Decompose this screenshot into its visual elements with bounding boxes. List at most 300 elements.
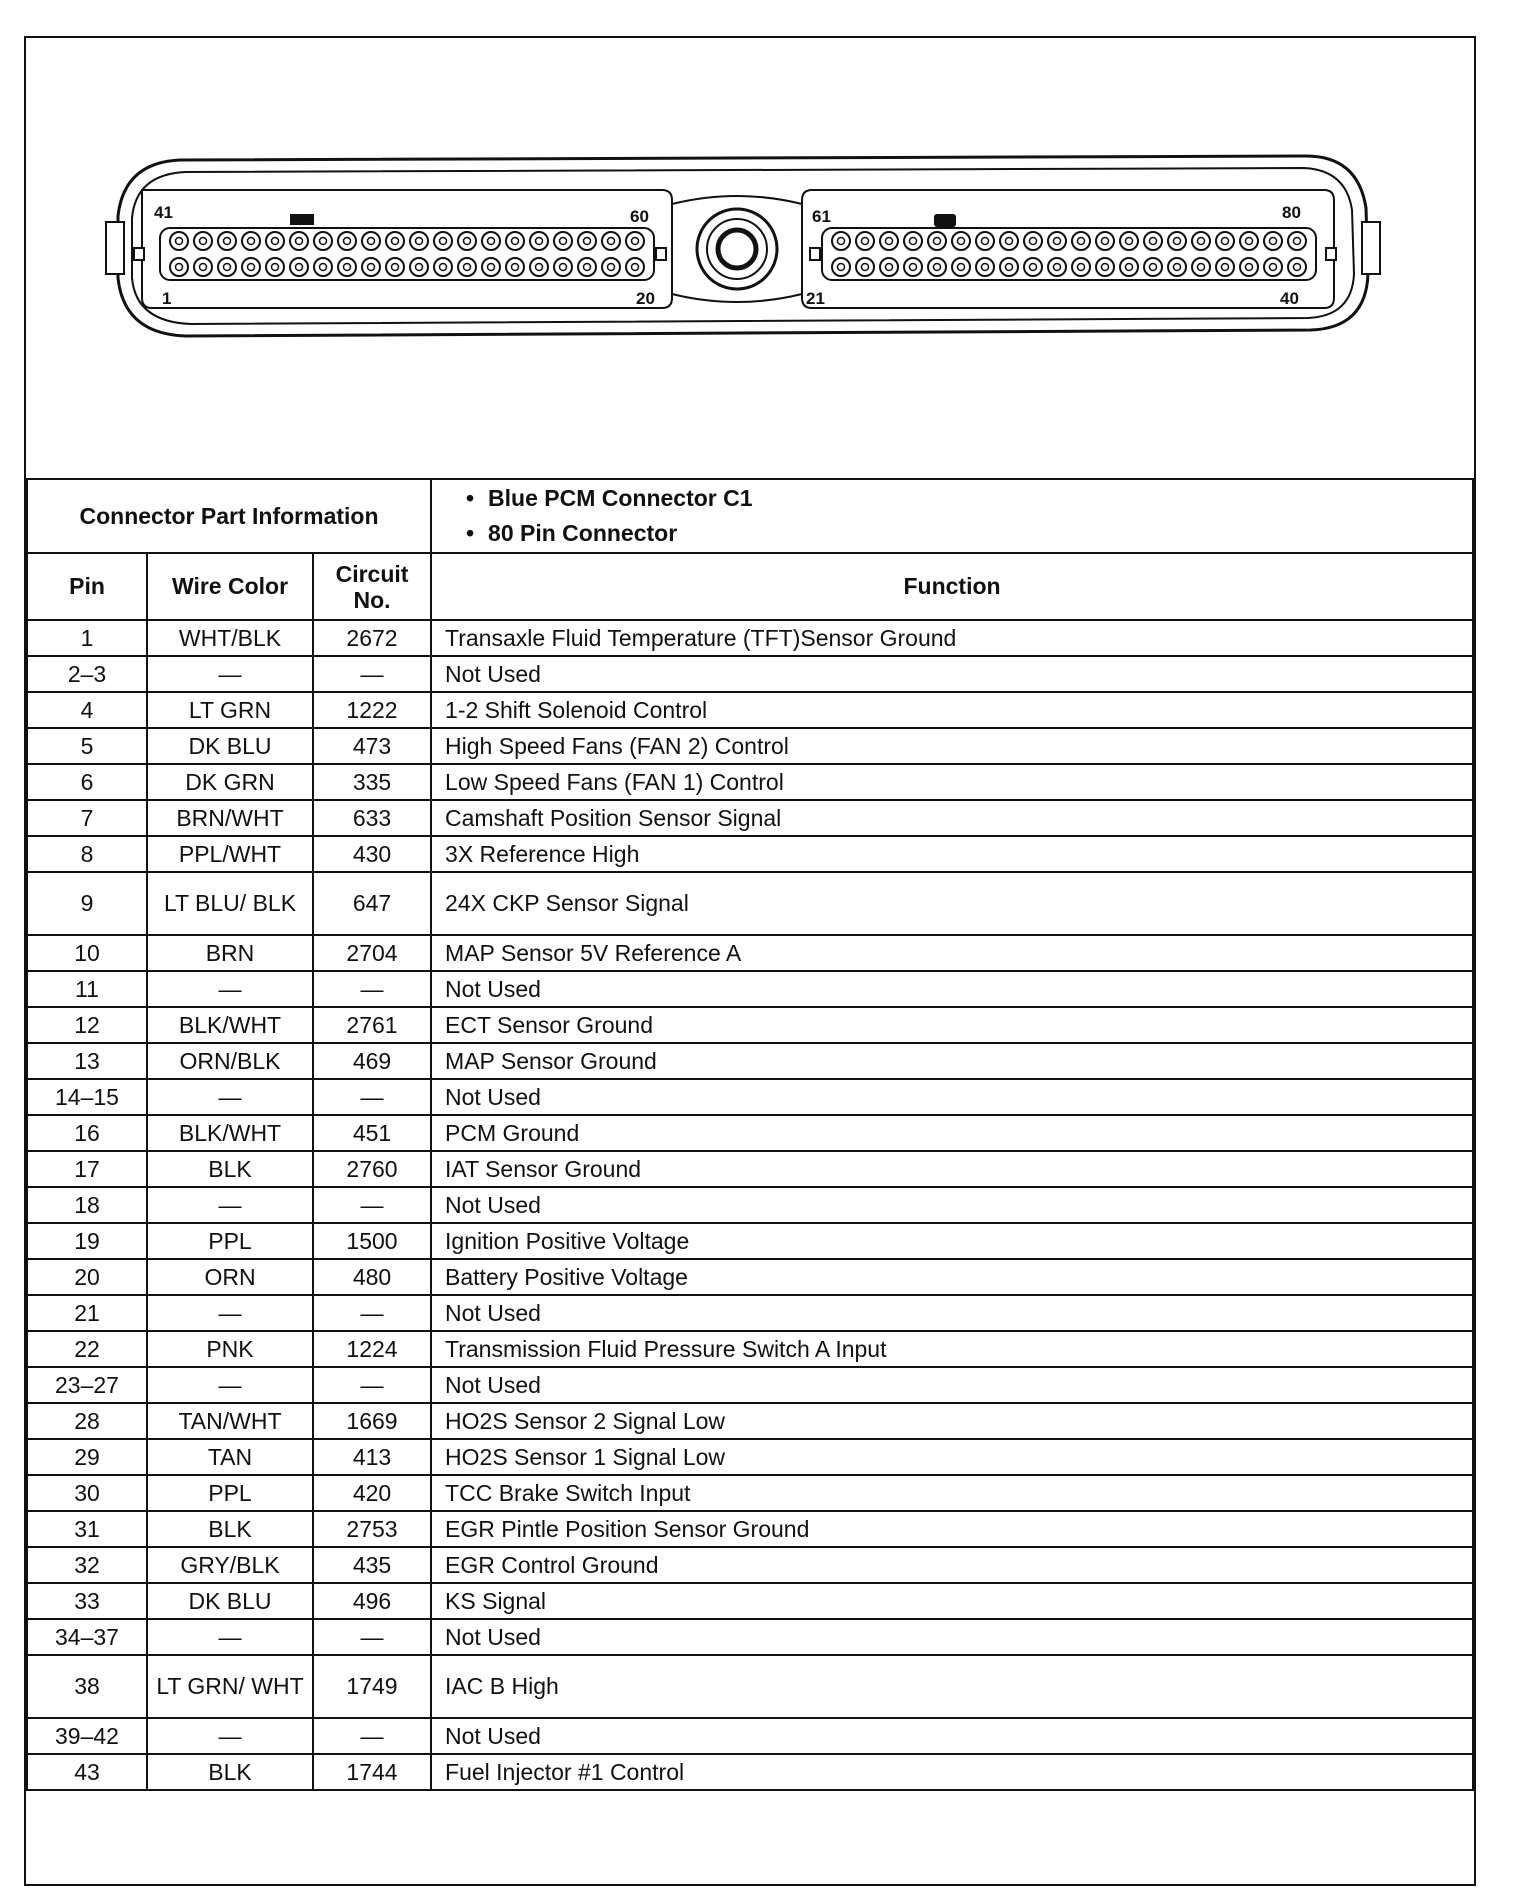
pin-contact [1054,264,1061,271]
pin-cell: 29 [27,1439,147,1475]
pin-hole [832,232,850,250]
pin-contact [1294,264,1301,271]
wire-color-cell: BLK [147,1151,313,1187]
table-row [27,1151,1473,1187]
wire-color-cell: BLK/WHT [147,1007,313,1043]
pin-contact [320,238,327,245]
center-bolt-inner [718,230,756,268]
pin-hole [1288,232,1306,250]
pin-contact [1294,238,1301,245]
pin-cell: 2–3 [27,656,147,692]
label-pin-20: 20 [636,289,655,308]
pin-contact [838,264,845,271]
pin-hole [1240,258,1258,276]
label-pin-61: 61 [812,207,831,226]
header-pin: Pin [27,553,147,620]
pin-hole [1144,258,1162,276]
wire-color-cell: ORN [147,1259,313,1295]
pin-cell: 22 [27,1331,147,1367]
wire-color-cell: ORN/BLK [147,1043,313,1079]
connector-info-item [466,481,1472,516]
circuit-no-cell: 2672 [313,620,431,656]
pin-contact [320,264,327,271]
table-row [27,1007,1473,1043]
circuit-no-cell: 2704 [313,935,431,971]
pin-contact [392,264,399,271]
pin-hole [458,232,476,250]
pin-hole [338,232,356,250]
pin-contact [368,238,375,245]
pin-hole [1264,258,1282,276]
pin-hole [194,258,212,276]
pin-contact [982,264,989,271]
table-row [27,692,1473,728]
function-cell: Not Used [431,971,1473,1007]
connector-info-label: Connector Part Information [27,479,431,553]
pin-hole [626,232,644,250]
pin-contact [886,238,893,245]
pin-contact [416,264,423,271]
pin-contact [608,238,615,245]
pin-hole [290,258,308,276]
function-cell: 1-2 Shift Solenoid Control [431,692,1473,728]
header-wire-color: Wire Color [147,553,313,620]
pin-cell: 31 [27,1511,147,1547]
function-cell: Not Used [431,1295,1473,1331]
pin-hole [362,232,380,250]
pin-cell: 39–42 [27,1718,147,1754]
pin-hole [314,232,332,250]
pin-hole [976,258,994,276]
pin-contact [886,264,893,271]
pin-contact [608,264,615,271]
pin-hole [554,258,572,276]
pin-hole [362,258,380,276]
function-cell: Battery Positive Voltage [431,1259,1473,1295]
circuit-no-cell: 2753 [313,1511,431,1547]
pin-hole [458,258,476,276]
pin-contact [1270,238,1277,245]
circuit-no-cell: — [313,1367,431,1403]
pin-hole [928,258,946,276]
wire-color-cell: — [147,1187,313,1223]
wire-color-cell: LT GRN [147,692,313,728]
wire-color-cell: — [147,1079,313,1115]
pin-cell: 10 [27,935,147,971]
pin-contact [1006,264,1013,271]
pin-contact [1174,238,1181,245]
table-row [27,1115,1473,1151]
pin-cell: 20 [27,1259,147,1295]
wire-color-cell: PNK [147,1331,313,1367]
pin-contact [560,264,567,271]
wire-color-cell: LT GRN/ WHT [147,1655,313,1718]
pin-cell: 14–15 [27,1079,147,1115]
pin-contact [200,238,207,245]
pin-hole [928,232,946,250]
pinout-table [26,478,1474,1791]
function-cell: MAP Sensor 5V Reference A [431,935,1473,971]
pin-cell: 4 [27,692,147,728]
pin-contact [1030,238,1037,245]
pin-hole [1192,232,1210,250]
table-row [27,800,1473,836]
pin-hole [578,232,596,250]
pin-contact [224,238,231,245]
table-row [27,1583,1473,1619]
pin-contact [862,264,869,271]
pin-hole [1096,232,1114,250]
wire-color-cell: BRN [147,935,313,971]
pin-cell: 16 [27,1115,147,1151]
circuit-no-cell: — [313,971,431,1007]
pin-hole [530,232,548,250]
circuit-no-cell: 2760 [313,1151,431,1187]
circuit-no-cell: 633 [313,800,431,836]
table-row [27,656,1473,692]
pin-contact [248,264,255,271]
wire-color-cell: GRY/BLK [147,1547,313,1583]
pin-contact [176,238,183,245]
table-row [27,620,1473,656]
pin-hole [1000,232,1018,250]
function-cell: Not Used [431,1187,1473,1223]
pin-contact [584,264,591,271]
pin-hole [266,232,284,250]
pin-hole [194,232,212,250]
wire-color-cell: DK BLU [147,728,313,764]
circuit-no-cell: 413 [313,1439,431,1475]
table-row [27,1403,1473,1439]
pin-hole [578,258,596,276]
circuit-no-cell: 480 [313,1259,431,1295]
wire-color-cell: BLK/WHT [147,1115,313,1151]
label-pin-40: 40 [1280,289,1299,308]
table-row [27,1295,1473,1331]
function-cell: TCC Brake Switch Input [431,1475,1473,1511]
pin-cell: 7 [27,800,147,836]
pin-cell: 33 [27,1583,147,1619]
wire-color-cell: — [147,656,313,692]
function-cell: Not Used [431,656,1473,692]
pin-hole [856,258,874,276]
pin-hole [218,258,236,276]
pin-hole [1048,232,1066,250]
circuit-no-cell: 1744 [313,1754,431,1790]
pin-contact [536,238,543,245]
pin-hole [1024,258,1042,276]
pin-cell: 17 [27,1151,147,1187]
pin-contact [934,264,941,271]
connector-info-list [431,479,1473,553]
wire-color-cell: WHT/BLK [147,620,313,656]
wire-color-cell: — [147,1619,313,1655]
pin-cell: 19 [27,1223,147,1259]
function-cell: Fuel Injector #1 Control [431,1754,1473,1790]
pin-hole [976,232,994,250]
pin-contact [1054,238,1061,245]
function-cell: EGR Pintle Position Sensor Ground [431,1511,1473,1547]
pin-cell: 11 [27,971,147,1007]
wire-color-cell: LT BLU/ BLK [147,872,313,935]
wire-color-cell: BLK [147,1511,313,1547]
right-key-mark [934,214,956,227]
function-cell: Ignition Positive Voltage [431,1223,1473,1259]
pin-contact [464,264,471,271]
pin-hole [242,232,260,250]
left-latch [106,222,124,274]
pin-contact [200,264,207,271]
right-side-notch-a [810,248,820,260]
label-pin-1: 1 [162,289,172,308]
pin-hole [1120,258,1138,276]
pin-contact [838,238,845,245]
wire-color-cell: PPL [147,1223,313,1259]
pin-cell: 21 [27,1295,147,1331]
pin-hole [290,232,308,250]
pin-contact [1030,264,1037,271]
pin-contact [464,238,471,245]
pin-hole [506,258,524,276]
pin-contact [910,238,917,245]
pin-contact [176,264,183,271]
table-row [27,1475,1473,1511]
pin-contact [1102,238,1109,245]
table-row [27,1439,1473,1475]
pin-contact [584,238,591,245]
pin-contact [1126,264,1133,271]
table-row [27,1259,1473,1295]
pin-contact [910,264,917,271]
function-cell: KS Signal [431,1583,1473,1619]
function-cell: IAC B High [431,1655,1473,1718]
wire-color-cell: TAN/WHT [147,1403,313,1439]
pin-cell: 43 [27,1754,147,1790]
table-row [27,764,1473,800]
pin-contact [512,238,519,245]
wire-color-cell: — [147,1295,313,1331]
table-header-row [27,553,1473,620]
pin-hole [434,258,452,276]
pin-cell: 12 [27,1007,147,1043]
pin-contact [488,264,495,271]
pin-contact [934,238,941,245]
label-pin-41: 41 [154,203,173,222]
circuit-no-cell: — [313,656,431,692]
table-row [27,1718,1473,1754]
pin-contact [368,264,375,271]
pin-hole [1000,258,1018,276]
pin-cell: 30 [27,1475,147,1511]
wire-color-cell: — [147,1367,313,1403]
right-latch [1362,222,1380,274]
function-cell: HO2S Sensor 2 Signal Low [431,1403,1473,1439]
pin-hole [1048,258,1066,276]
table-row [27,1547,1473,1583]
pin-cell: 34–37 [27,1619,147,1655]
circuit-no-cell: — [313,1718,431,1754]
pin-hole [1120,232,1138,250]
pin-hole [1168,232,1186,250]
circuit-no-cell: — [313,1619,431,1655]
pin-contact [1270,264,1277,271]
pin-contact [536,264,543,271]
pin-cell: 38 [27,1655,147,1718]
pin-contact [632,238,639,245]
pin-hole [1288,258,1306,276]
table-row [27,872,1473,935]
pin-hole [434,232,452,250]
pin-cell: 1 [27,620,147,656]
pin-hole [1168,258,1186,276]
pin-hole [1072,232,1090,250]
wire-color-cell: — [147,1718,313,1754]
function-cell: ECT Sensor Ground [431,1007,1473,1043]
pin-hole [904,258,922,276]
table-row [27,1331,1473,1367]
table-row [27,1511,1473,1547]
pin-cell: 13 [27,1043,147,1079]
pin-contact [416,238,423,245]
circuit-no-cell: — [313,1079,431,1115]
pin-hole [386,258,404,276]
pin-hole [266,258,284,276]
wire-color-cell: DK BLU [147,1583,313,1619]
pin-contact [248,238,255,245]
header-circuit-no: Circuit No. [313,553,431,620]
table-row [27,1079,1473,1115]
wire-color-cell: PPL [147,1475,313,1511]
function-cell: HO2S Sensor 1 Signal Low [431,1439,1473,1475]
connector-info-item [466,516,1472,551]
function-cell: Not Used [431,1619,1473,1655]
table-row [27,1223,1473,1259]
pin-hole [530,258,548,276]
pin-contact [440,264,447,271]
table-row [27,836,1473,872]
circuit-no-cell: 335 [313,764,431,800]
pin-hole [1144,232,1162,250]
circuit-no-cell: 473 [313,728,431,764]
circuit-no-cell: — [313,1295,431,1331]
circuit-no-cell: 1222 [313,692,431,728]
wire-color-cell: — [147,971,313,1007]
pinout-rows [27,620,1473,1790]
function-cell: Low Speed Fans (FAN 1) Control [431,764,1473,800]
label-pin-21: 21 [806,289,825,308]
connector-info-row [27,479,1473,553]
pin-contact [1246,264,1253,271]
table-row [27,1187,1473,1223]
pin-contact [272,238,279,245]
function-cell: Camshaft Position Sensor Signal [431,800,1473,836]
pin-hole [1216,232,1234,250]
pin-hole [602,258,620,276]
circuit-no-cell: 430 [313,836,431,872]
pin-contact [982,238,989,245]
pin-contact [958,238,965,245]
pin-cell: 18 [27,1187,147,1223]
wire-color-cell: BRN/WHT [147,800,313,836]
pin-hole [880,232,898,250]
pin-hole [482,258,500,276]
pin-hole [242,258,260,276]
pin-cell: 5 [27,728,147,764]
pin-contact [1078,264,1085,271]
pin-contact [272,264,279,271]
connector-name: Blue PCM Connector C1 [488,485,753,511]
table-row [27,935,1473,971]
wire-color-cell: BLK [147,1754,313,1790]
pin-hole [338,258,356,276]
left-side-notch-a [134,248,144,260]
circuit-no-cell: 496 [313,1583,431,1619]
wire-color-cell: TAN [147,1439,313,1475]
pin-contact [224,264,231,271]
function-cell: Transmission Fluid Pressure Switch A Input [431,1331,1473,1367]
circuit-no-cell: 435 [313,1547,431,1583]
circuit-no-cell: 469 [313,1043,431,1079]
pin-hole [952,258,970,276]
pin-hole [554,232,572,250]
right-side-notch-b [1326,248,1336,260]
pin-contact [1174,264,1181,271]
circuit-no-cell: 647 [313,872,431,935]
pin-contact [488,238,495,245]
pin-hole [506,232,524,250]
pin-contact [1078,238,1085,245]
pin-hole [314,258,332,276]
pin-cell: 32 [27,1547,147,1583]
label-pin-80: 80 [1282,203,1301,222]
center-bolt-outer [697,209,777,289]
pinout-sheet [24,36,1476,1886]
pin-contact [1222,238,1229,245]
pin-hole [1192,258,1210,276]
pin-hole [1240,232,1258,250]
circuit-no-cell: 1500 [313,1223,431,1259]
function-cell: Not Used [431,1367,1473,1403]
table-row [27,728,1473,764]
pin-hole [856,232,874,250]
connector-face-drawing [26,38,1474,478]
table-row [27,1043,1473,1079]
pin-contact [344,238,351,245]
circuit-no-cell: 420 [313,1475,431,1511]
table-row [27,1367,1473,1403]
function-cell: Not Used [431,1718,1473,1754]
table-row [27,971,1473,1007]
left-side-notch-b [656,248,666,260]
pin-hole [1096,258,1114,276]
pin-cell: 9 [27,872,147,935]
pin-hole [952,232,970,250]
bullet: • [466,485,475,511]
pin-contact [632,264,639,271]
pin-hole [602,232,620,250]
function-cell: EGR Control Ground [431,1547,1473,1583]
pin-hole [626,258,644,276]
pin-contact [560,238,567,245]
pin-hole [410,258,428,276]
function-cell: MAP Sensor Ground [431,1043,1473,1079]
header-function: Function [431,553,1473,620]
circuit-no-cell: 1669 [313,1403,431,1439]
pin-cell: 8 [27,836,147,872]
center-bolt-housing [672,196,802,302]
pin-hole [1072,258,1090,276]
pin-cell: 28 [27,1403,147,1439]
